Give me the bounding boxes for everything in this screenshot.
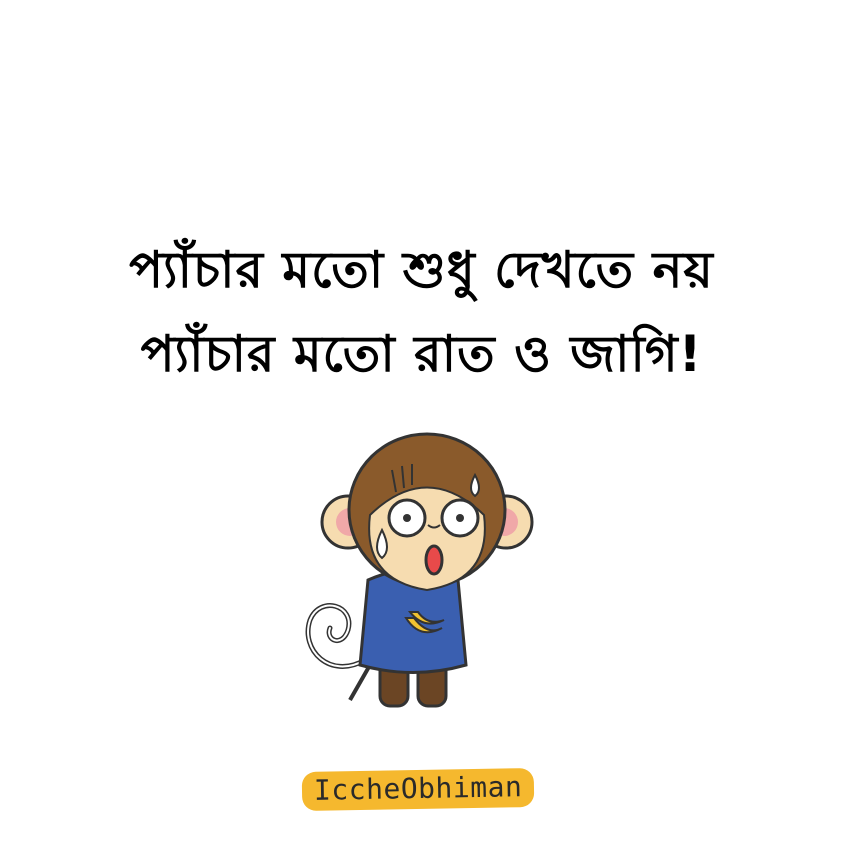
watermark [270, 770, 566, 814]
caption-line-1: প্যাঁচার মতো শুধু দেখতে নয় [129, 241, 714, 299]
watermark-text: IccheObhiman [302, 768, 535, 811]
caption [0, 228, 843, 396]
caption-line-2: প্যাঁচার মতো রাত ও জাগি! [140, 325, 703, 383]
monkey-icon [270, 430, 560, 720]
